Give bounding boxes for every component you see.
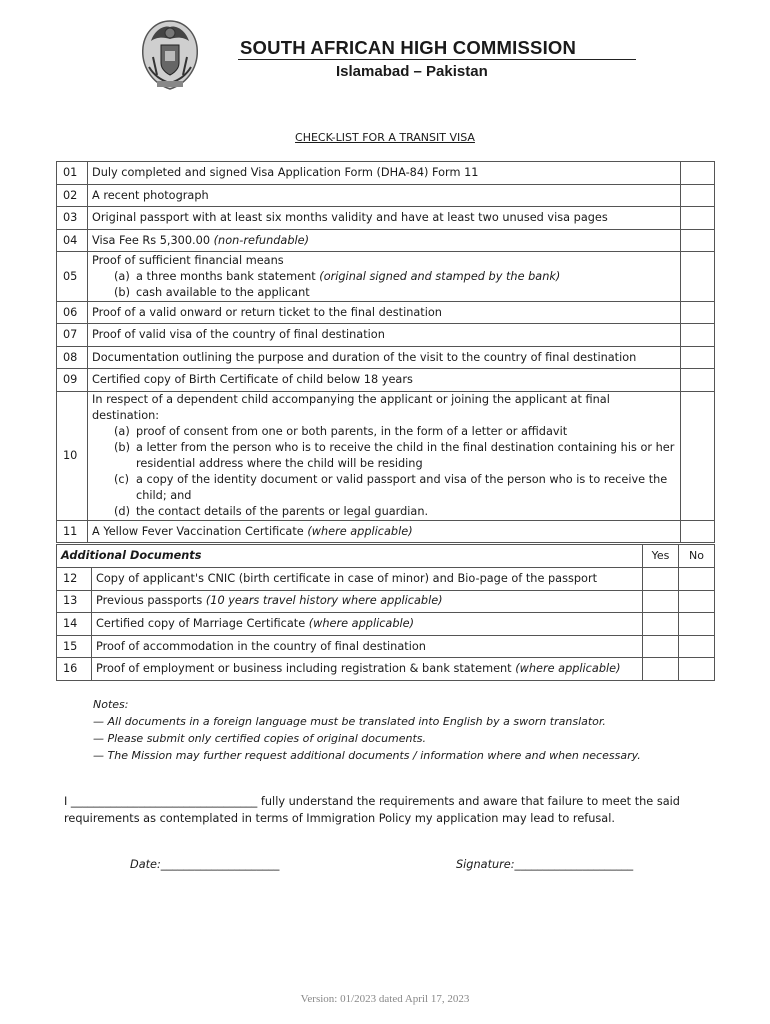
no-checkbox-cell[interactable] [679,658,715,681]
item-description [88,162,681,185]
yes-column-label: Yes [643,545,679,568]
date-field[interactable]: Date:_____________________ [130,858,280,871]
checklist-row [57,392,715,521]
checkbox-cell[interactable] [681,521,715,543]
yes-checkbox-cell[interactable] [643,613,679,636]
item-number: 09 [57,369,88,392]
item-text: Proof of a valid onward or return ticket to the final destination [92,305,442,319]
item-text: In respect of a dependent child accompanying the applicant or joining the applicant at final destination: [92,393,610,422]
item-number: 11 [57,521,88,543]
yes-checkbox-cell[interactable] [643,658,679,681]
additional-header-row [57,545,715,568]
checkbox-cell[interactable] [681,207,715,230]
no-checkbox-cell[interactable] [679,613,715,636]
item-number: 12 [57,568,92,591]
item-text: Visa Fee Rs 5,300.00 [92,233,214,247]
item-note: (where applicable) [515,662,621,676]
sub-item-text [136,424,567,440]
sub-item [92,504,676,520]
sub-item-text [136,440,676,472]
sub-item-letter: (b) [114,285,130,299]
item-number: 13 [57,590,92,613]
notes-section [93,696,641,764]
item-text: Original passport with at least six months validity and have at least two unused visa pages [92,211,608,224]
item-number: 15 [57,635,92,658]
item-text: Documentation outlining the purpose and duration of the visit to the country of final destination [92,350,637,364]
item-text: Duly completed and signed Visa Application Form (DHA-84) Form 11 [92,166,479,179]
checkbox-cell[interactable] [681,230,715,252]
sub-item [92,440,676,472]
checkbox-cell[interactable] [681,347,715,369]
item-number: 01 [57,162,88,185]
item-description [88,521,681,543]
sub-item-letter: (d) [114,505,130,518]
item-note: (where applicable) [308,616,415,630]
checkbox-cell[interactable] [681,252,715,302]
sub-item-note: (original signed and stamped by the bank) [319,269,561,283]
additional-row [57,590,715,613]
header-subtitle: Islamabad – Pakistan [336,63,488,80]
item-description [92,658,643,681]
sub-item-body: cash available to the applicant [136,285,310,299]
item-number: 16 [57,658,92,681]
item-number: 06 [57,302,88,324]
item-number: 04 [57,230,88,252]
item-number: 03 [57,207,88,230]
item-text: Previous passports [96,594,206,608]
signature-field[interactable]: Signature:_____________________ [456,858,634,871]
checklist-row [57,252,715,302]
sub-item-letter: (c) [114,473,130,486]
checkbox-cell[interactable] [681,324,715,347]
document-title: CHECK-LIST FOR A TRANSIT VISA [295,131,475,144]
item-description [92,590,643,613]
item-description [88,392,681,521]
no-checkbox-cell[interactable] [679,590,715,613]
header-title: SOUTH AFRICAN HIGH COMMISSION [240,37,577,58]
checkbox-cell[interactable] [681,369,715,392]
item-number: 07 [57,324,88,347]
checklist-row [57,162,715,185]
item-number: 05 [57,252,88,302]
checklist-row [57,521,715,543]
checklist-row [57,230,715,252]
additional-row [57,613,715,636]
additional-documents-heading: Additional Documents [57,545,643,568]
no-column-label: No [679,545,715,568]
checkbox-cell[interactable] [681,302,715,324]
sub-item [92,472,676,504]
yes-checkbox-cell[interactable] [643,568,679,591]
checkbox-cell[interactable] [681,185,715,207]
declaration-text: I _________________________________ fully understand the requirements and aware that failure to meet the said requirements as contemplated in terms of Immigration Policy my application may lead to refusal. [64,795,680,825]
sub-item-letter: (b) [114,441,130,454]
sub-item-body: proof of consent from one or both parents, in the form of a letter or affidavit [136,425,568,438]
item-number: 14 [57,613,92,636]
coat-of-arms-icon [137,17,203,93]
checklist-row [57,324,715,347]
item-text: A recent photograph [92,188,209,202]
item-number: 10 [57,392,88,521]
sub-item [92,285,676,301]
checklist-row [57,207,715,230]
sub-item-text [136,269,560,285]
sub-item-letter: (a) [114,269,130,283]
sub-item-text [136,285,310,301]
item-text: Proof of accommodation in the country of final destination [96,639,426,653]
no-checkbox-cell[interactable] [679,635,715,658]
checkbox-cell[interactable] [681,162,715,185]
item-note: (where applicable) [307,524,413,538]
item-description [88,302,681,324]
checklist-row [57,185,715,207]
checklist-row [57,347,715,369]
note-item: — The Mission may further request additional documents / information where and when necessary. [93,749,641,762]
item-text: Proof of employment or business including registration & bank statement [96,662,516,676]
item-number: 08 [57,347,88,369]
item-description [88,369,681,392]
item-description [92,568,643,591]
checklist-row [57,369,715,392]
sub-item-body: a three months bank statement [136,269,320,283]
item-description [88,230,681,252]
header-divider [238,59,636,60]
additional-row [57,568,715,591]
sub-item-body: a letter from the person who is to receive the child in the final destination containing his or her residential address where the child will be residing [136,441,675,470]
item-description [88,252,681,302]
item-text: Certified copy of Birth Certificate of child below 18 years [92,373,413,386]
item-text: Copy of applicant's CNIC (birth certificate in case of minor) and Bio-page of the passport [96,571,598,585]
additional-row [57,635,715,658]
sub-item-text [136,504,428,520]
sub-item [92,269,676,285]
note-item: — All documents in a foreign language must be translated into English by a sworn translator. [93,715,606,728]
checklist-table [56,161,715,543]
no-checkbox-cell[interactable] [679,568,715,591]
version-footer: Version: 01/2023 dated April 17, 2023 [300,993,470,1005]
item-description [88,207,681,230]
item-description [88,347,681,369]
checkbox-cell[interactable] [681,392,715,521]
sub-item-body: a copy of the identity document or valid passport and visa of the person who is to receive the child; and [136,473,668,502]
yes-checkbox-cell[interactable] [643,635,679,658]
notes-heading: Notes: [93,698,129,711]
additional-documents-table [56,544,715,681]
item-description [92,635,643,658]
note-item: — Please submit only certified copies of original documents. [93,732,427,745]
item-note: (10 years travel history where applicable) [205,594,443,608]
item-text: Certified copy of Marriage Certificate [96,616,309,630]
item-text: A Yellow Fever Vaccination Certificate [92,524,308,538]
item-description [92,613,643,636]
item-description [88,185,681,207]
sub-item [92,424,676,440]
sub-item-text [136,472,676,504]
additional-row [57,658,715,681]
item-description [88,324,681,347]
item-number: 02 [57,185,88,207]
yes-checkbox-cell[interactable] [643,590,679,613]
item-text: Proof of valid visa of the country of final destination [92,328,385,341]
sub-item-letter: (a) [114,425,130,438]
sub-item-body: the contact details of the parents or legal guardian. [136,505,429,518]
item-text: Proof of sufficient financial means [92,253,284,267]
item-note: (non-refundable) [213,233,309,247]
checklist-row [57,302,715,324]
